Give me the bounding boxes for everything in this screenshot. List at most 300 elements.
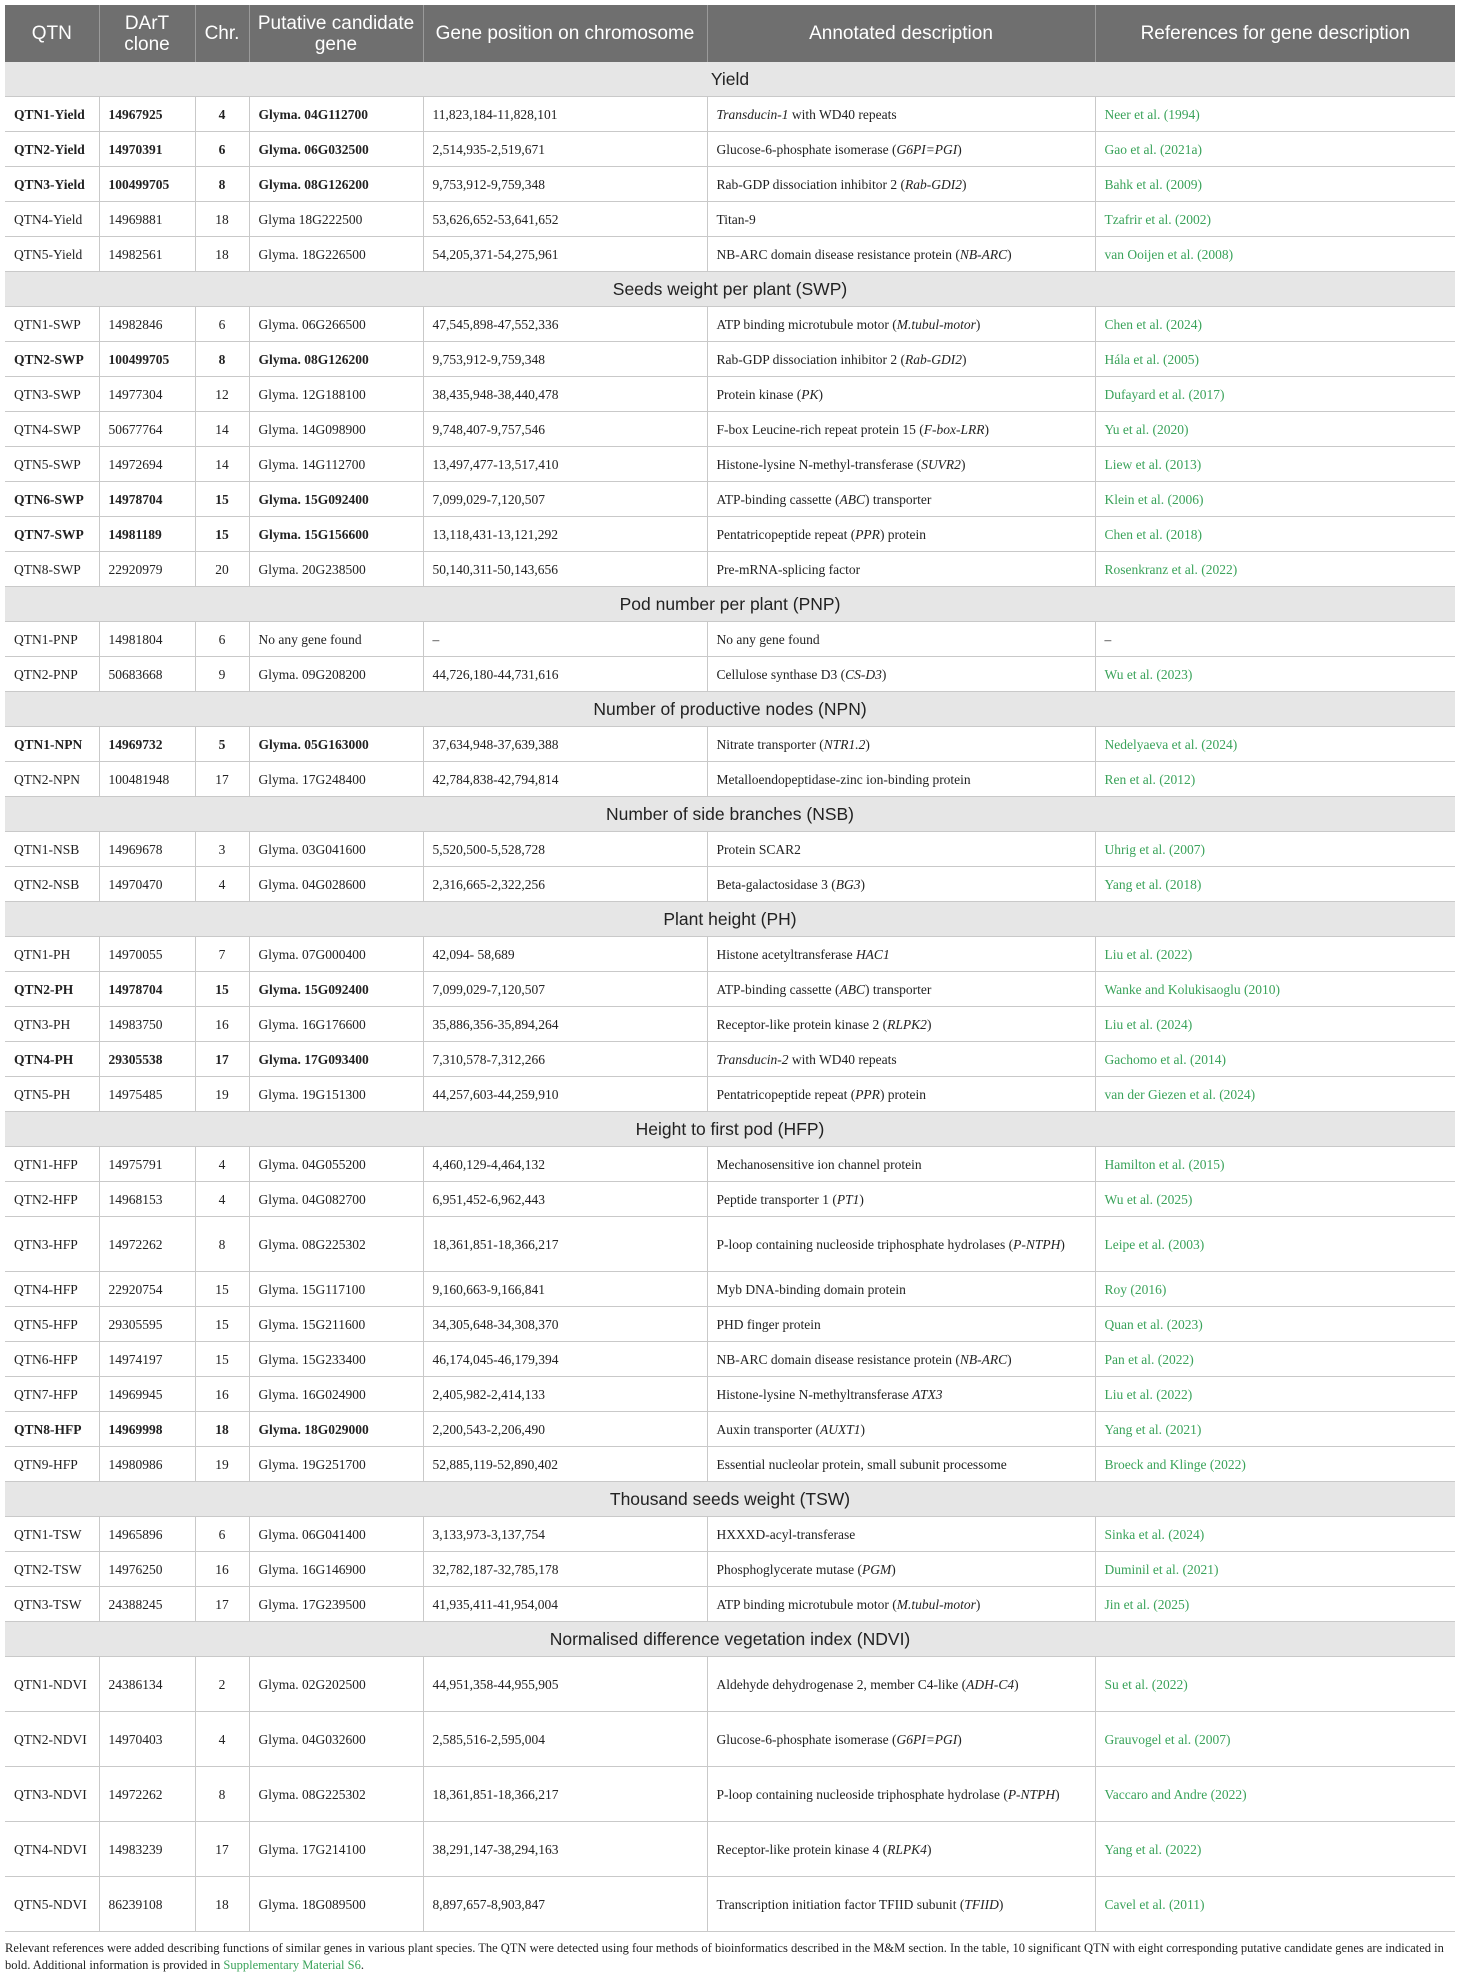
section-header-row (5, 587, 1455, 622)
reference-text: – (1104, 631, 1112, 647)
reference-link[interactable]: Liu et al. (2022) (1104, 946, 1193, 962)
chr-cell: 17 (195, 762, 249, 797)
qtn-cell: QTN5-Yield (5, 237, 99, 272)
description-cell (707, 1877, 1095, 1932)
section-title: Number of productive nodes (NPN) (5, 692, 1455, 727)
description-text: ) (962, 351, 967, 367)
chr-cell: 7 (195, 937, 249, 972)
gene-symbol: SUVR2 (921, 456, 961, 472)
qtn-cell: QTN2-HFP (5, 1182, 99, 1217)
table-row (5, 622, 1455, 657)
gene-symbol: PK (801, 386, 819, 402)
description-cell (707, 1412, 1095, 1447)
dart-clone-cell: 14975485 (99, 1077, 195, 1112)
chr-cell: 2 (195, 1657, 249, 1712)
reference-link[interactable]: Gao et al. (2021a) (1104, 141, 1202, 157)
description-text: Phosphoglycerate mutase ( (716, 1561, 862, 1577)
candidate-gene-cell: Glyma. 07G000400 (249, 937, 423, 972)
reference-cell (1095, 1447, 1455, 1482)
description-text: F-box Leucine-rich repeat protein 15 ( (716, 421, 924, 437)
description-text: ) (998, 1896, 1004, 1912)
chr-cell: 6 (195, 1517, 249, 1552)
dart-clone-cell: 14969881 (99, 202, 195, 237)
gene-symbol: CS-D3 (845, 666, 882, 682)
reference-cell (1095, 1342, 1455, 1377)
chr-cell: 15 (195, 1342, 249, 1377)
table-row (5, 342, 1455, 377)
chr-cell: 6 (195, 307, 249, 342)
candidate-gene-cell: Glyma. 18G226500 (249, 237, 423, 272)
reference-link[interactable]: Hála et al. (2005) (1104, 351, 1199, 367)
candidate-gene-cell: Glyma. 14G098900 (249, 412, 423, 447)
description-cell (707, 727, 1095, 762)
table-row (5, 167, 1455, 202)
reference-cell (1095, 1182, 1455, 1217)
qtn-cell: QTN3-TSW (5, 1587, 99, 1622)
chr-cell: 6 (195, 622, 249, 657)
reference-link[interactable]: Yang et al. (2022) (1104, 1841, 1202, 1857)
chr-cell: 14 (195, 447, 249, 482)
gene-symbol: P-NTPH (1007, 1786, 1056, 1802)
description-cell (707, 132, 1095, 167)
gene-position-cell: 32,782,187-32,785,178 (423, 1552, 707, 1587)
reference-cell (1095, 1877, 1455, 1932)
chr-cell: 5 (195, 727, 249, 762)
description-text: P-loop containing nucleoside triphosphate hydrolase ( (716, 1786, 1008, 1802)
dart-clone-cell: 14969732 (99, 727, 195, 762)
header-row (5, 5, 1455, 62)
section-header-row (5, 1622, 1455, 1657)
candidate-gene-cell: Glyma. 06G032500 (249, 132, 423, 167)
chr-cell: 18 (195, 1412, 249, 1447)
qtn-cell: QTN5-HFP (5, 1307, 99, 1342)
table-row (5, 1147, 1455, 1182)
chr-cell: 3 (195, 832, 249, 867)
chr-cell: 4 (195, 1182, 249, 1217)
gene-position-cell: 3,133,973-3,137,754 (423, 1517, 707, 1552)
gene-symbol: RLPK2 (887, 1016, 927, 1032)
supplementary-link[interactable]: Supplementary Material S6 (223, 1958, 361, 1972)
description-text: ) (865, 736, 870, 752)
description-cell (707, 657, 1095, 692)
gene-symbol: PPR (855, 526, 880, 542)
gene-position-cell: 7,099,029-7,120,507 (423, 482, 707, 517)
description-cell (707, 832, 1095, 867)
description-text: ATP binding microtubule motor ( (716, 316, 897, 332)
table-row (5, 482, 1455, 517)
dart-clone-cell: 14975791 (99, 1147, 195, 1182)
reference-link[interactable]: Nedelyaeva et al. (2024) (1104, 736, 1238, 752)
qtn-cell: QTN2-NDVI (5, 1712, 99, 1767)
table-row (5, 447, 1455, 482)
chr-cell: 16 (195, 1377, 249, 1412)
gene-symbol: BG3 (835, 876, 861, 892)
reference-link[interactable]: Wu et al. (2023) (1104, 666, 1193, 682)
qtn-cell: QTN1-HFP (5, 1147, 99, 1182)
gene-position-cell: 9,753,912-9,759,348 (423, 167, 707, 202)
qtn-cell: QTN1-NPN (5, 727, 99, 762)
candidate-gene-cell: Glyma. 17G239500 (249, 1587, 423, 1622)
candidate-gene-cell: Glyma. 04G028600 (249, 867, 423, 902)
gene-symbol: NB-ARC (959, 1351, 1008, 1367)
section-title: Plant height (PH) (5, 902, 1455, 937)
description-text: NB-ARC domain disease resistance protein ( (716, 1351, 960, 1367)
reference-link[interactable]: Liu et al. (2022) (1104, 1386, 1193, 1402)
candidate-gene-cell: Glyma. 17G093400 (249, 1042, 423, 1077)
description-cell (707, 1552, 1095, 1587)
table-row (5, 1657, 1455, 1712)
reference-cell (1095, 1217, 1455, 1272)
reference-link[interactable]: Vaccaro and Andre (2022) (1104, 1786, 1247, 1802)
chr-cell: 15 (195, 517, 249, 552)
table-row (5, 1447, 1455, 1482)
section-header-row (5, 692, 1455, 727)
reference-cell (1095, 377, 1455, 412)
reference-cell (1095, 972, 1455, 1007)
gene-position-cell: 18,361,851-18,366,217 (423, 1217, 707, 1272)
description-text: HXXXD-acyl-transferase (716, 1526, 856, 1542)
description-text: ) (891, 1561, 896, 1577)
reference-link[interactable]: Tzafrir et al. (2002) (1104, 211, 1211, 227)
table-row (5, 867, 1455, 902)
gene-symbol: HAC1 (855, 946, 890, 962)
gene-symbol: AUXT1 (819, 1421, 861, 1437)
gene-position-cell: 11,823,184-11,828,101 (423, 97, 707, 132)
description-text: Auxin transporter ( (716, 1421, 820, 1437)
reference-link[interactable]: Gachomo et al. (2014) (1104, 1051, 1226, 1067)
qtn-cell: QTN2-NPN (5, 762, 99, 797)
reference-cell (1095, 517, 1455, 552)
candidate-gene-cell: Glyma. 04G032600 (249, 1712, 423, 1767)
reference-link[interactable]: Bahk et al. (2009) (1104, 176, 1202, 192)
reference-link[interactable]: Cavel et al. (2011) (1104, 1896, 1205, 1912)
qtn-cell: QTN2-TSW (5, 1552, 99, 1587)
description-cell (707, 377, 1095, 412)
description-text: ) (859, 1191, 864, 1207)
description-cell (707, 97, 1095, 132)
dart-clone-cell: 24386134 (99, 1657, 195, 1712)
description-text: Mechanosensitive ion channel protein (716, 1156, 922, 1172)
table-footnote (5, 1940, 1455, 1974)
reference-link[interactable]: Dufayard et al. (2017) (1104, 386, 1225, 402)
candidate-gene-cell: Glyma. 16G146900 (249, 1552, 423, 1587)
reference-link[interactable]: Yang et al. (2018) (1104, 876, 1202, 892)
gene-symbol: G6PI=PGI (896, 141, 958, 157)
reference-cell (1095, 867, 1455, 902)
gene-symbol: RLPK4 (887, 1841, 927, 1857)
description-text: ) protein (879, 1086, 927, 1102)
description-text: ) (957, 141, 962, 157)
description-text: Glucose-6-phosphate isomerase ( (716, 141, 897, 157)
reference-link[interactable]: Chen et al. (2018) (1104, 526, 1202, 542)
gene-position-cell: 38,435,948-38,440,478 (423, 377, 707, 412)
description-cell (707, 622, 1095, 657)
reference-link[interactable]: Liew et al. (2013) (1104, 456, 1202, 472)
qtn-cell: QTN4-Yield (5, 202, 99, 237)
table-row (5, 1767, 1455, 1822)
table-row (5, 1217, 1455, 1272)
table-row (5, 1587, 1455, 1622)
gene-symbol: G6PI=PGI (896, 1731, 958, 1747)
gene-position-cell: 7,099,029-7,120,507 (423, 972, 707, 1007)
candidate-gene-cell: Glyma. 16G024900 (249, 1377, 423, 1412)
reference-link[interactable]: Neer et al. (1994) (1104, 106, 1200, 122)
reference-cell (1095, 1822, 1455, 1877)
description-text: ) (818, 386, 823, 402)
reference-link[interactable]: Rosenkranz et al. (2022) (1104, 561, 1238, 577)
section-header-row (5, 62, 1455, 97)
gene-position-cell: 6,951,452-6,962,443 (423, 1182, 707, 1217)
candidate-gene-cell: Glyma. 05G163000 (249, 727, 423, 762)
gene-position-cell: 5,520,500-5,528,728 (423, 832, 707, 867)
description-cell (707, 307, 1095, 342)
qtn-cell: QTN4-SWP (5, 412, 99, 447)
gene-position-cell: 2,514,935-2,519,671 (423, 132, 707, 167)
gene-symbol: ABC (839, 981, 865, 997)
candidate-gene-cell: Glyma. 04G082700 (249, 1182, 423, 1217)
gene-position-cell: 18,361,851-18,366,217 (423, 1767, 707, 1822)
description-cell (707, 447, 1095, 482)
reference-link[interactable]: Jin et al. (2025) (1104, 1596, 1190, 1612)
description-text: Beta-galactosidase 3 ( (716, 876, 836, 892)
reference-cell (1095, 1712, 1455, 1767)
reference-link[interactable]: Wu et al. (2025) (1104, 1191, 1193, 1207)
candidate-gene-cell: No any gene found (249, 622, 423, 657)
section-header-row (5, 1112, 1455, 1147)
reference-link[interactable]: Quan et al. (2023) (1104, 1316, 1203, 1332)
table-row (5, 552, 1455, 587)
header-dart-clone: DArT clone (99, 5, 195, 62)
header-references: References for gene description (1095, 5, 1455, 62)
description-text: Histone-lysine N-methyl-transferase ( (716, 456, 922, 472)
dart-clone-cell: 14972262 (99, 1217, 195, 1272)
description-text: with WD40 repeats (788, 106, 897, 122)
chr-cell: 6 (195, 132, 249, 167)
gene-symbol: PT1 (836, 1191, 860, 1207)
description-text: ) (957, 1731, 962, 1747)
gene-position-cell: – (423, 622, 707, 657)
candidate-gene-cell: Glyma. 06G266500 (249, 307, 423, 342)
reference-link[interactable]: Pan et al. (2022) (1104, 1351, 1194, 1367)
chr-cell: 14 (195, 412, 249, 447)
reference-cell (1095, 97, 1455, 132)
description-text: Protein kinase ( (716, 386, 802, 402)
candidate-gene-cell: Glyma. 19G251700 (249, 1447, 423, 1482)
reference-link[interactable]: Ren et al. (2012) (1104, 771, 1196, 787)
footnote-end: . (360, 1958, 364, 1972)
candidate-gene-cell: Glyma. 15G117100 (249, 1272, 423, 1307)
reference-link[interactable]: Uhrig et al. (2007) (1104, 841, 1205, 857)
table-row (5, 762, 1455, 797)
dart-clone-cell: 14970391 (99, 132, 195, 167)
reference-link[interactable]: Klein et al. (2006) (1104, 491, 1204, 507)
reference-link[interactable]: Broeck and Klinge (2022) (1104, 1456, 1246, 1472)
table-row (5, 202, 1455, 237)
dart-clone-cell: 100481948 (99, 762, 195, 797)
qtn-cell: QTN1-SWP (5, 307, 99, 342)
reference-cell (1095, 1007, 1455, 1042)
qtn-cell: QTN3-SWP (5, 377, 99, 412)
section-title: Normalised difference vegetation index (NDVI) (5, 1622, 1455, 1657)
gene-symbol: NTR1.2 (823, 736, 866, 752)
reference-link[interactable]: Grauvogel et al. (2007) (1104, 1731, 1231, 1747)
description-text: Receptor-like protein kinase 2 ( (716, 1016, 888, 1032)
description-cell (707, 1077, 1095, 1112)
gene-symbol: Rab-GDI2 (905, 176, 962, 192)
dart-clone-cell: 100499705 (99, 167, 195, 202)
description-cell (707, 1517, 1095, 1552)
dart-clone-cell: 14982561 (99, 237, 195, 272)
gene-position-cell: 42,094- 58,689 (423, 937, 707, 972)
section-header-row (5, 272, 1455, 307)
gene-position-cell: 52,885,119-52,890,402 (423, 1447, 707, 1482)
dart-clone-cell: 22920754 (99, 1272, 195, 1307)
qtn-cell: QTN1-PNP (5, 622, 99, 657)
gene-position-cell: 53,626,652-53,641,652 (423, 202, 707, 237)
dart-clone-cell: 14967925 (99, 97, 195, 132)
header-chr: Chr. (195, 5, 249, 62)
qtn-cell: QTN1-TSW (5, 1517, 99, 1552)
description-text: ) (881, 666, 887, 682)
reference-link[interactable]: Sinka et al. (2024) (1104, 1526, 1205, 1542)
candidate-gene-cell: Glyma. 17G248400 (249, 762, 423, 797)
table-row (5, 1377, 1455, 1412)
qtn-cell: QTN3-Yield (5, 167, 99, 202)
candidate-gene-cell: Glyma. 09G208200 (249, 657, 423, 692)
description-text: Protein SCAR2 (716, 841, 801, 857)
description-cell (707, 1587, 1095, 1622)
candidate-gene-cell: Glyma. 15G211600 (249, 1307, 423, 1342)
reference-link[interactable]: van der Giezen et al. (2024) (1104, 1086, 1256, 1102)
reference-cell (1095, 1587, 1455, 1622)
reference-cell (1095, 1412, 1455, 1447)
reference-link[interactable]: Duminil et al. (2021) (1104, 1561, 1219, 1577)
gene-position-cell: 4,460,129-4,464,132 (423, 1147, 707, 1182)
gene-symbol: TFIID (964, 1896, 999, 1912)
reference-cell (1095, 552, 1455, 587)
reference-link[interactable]: Hamilton et al. (2015) (1104, 1156, 1225, 1172)
description-text: Histone acetyltransferase (716, 946, 856, 962)
reference-link[interactable]: Leipe et al. (2003) (1104, 1236, 1205, 1252)
chr-cell: 16 (195, 1552, 249, 1587)
table-row (5, 307, 1455, 342)
reference-link[interactable]: Wanke and Kolukisaoglu (2010) (1104, 981, 1280, 997)
description-cell (707, 867, 1095, 902)
candidate-gene-cell: Glyma. 18G029000 (249, 1412, 423, 1447)
qtn-cell: QTN4-NDVI (5, 1822, 99, 1877)
gene-position-cell: 2,405,982-2,414,133 (423, 1377, 707, 1412)
chr-cell: 8 (195, 1767, 249, 1822)
reference-link[interactable]: Yu et al. (2020) (1104, 421, 1189, 437)
dart-clone-cell: 14969945 (99, 1377, 195, 1412)
chr-cell: 17 (195, 1042, 249, 1077)
chr-cell: 19 (195, 1447, 249, 1482)
header-candidate-gene: Putative candidate gene (249, 5, 423, 62)
chr-cell: 4 (195, 867, 249, 902)
description-text: Receptor-like protein kinase 4 ( (716, 1841, 888, 1857)
reference-cell (1095, 762, 1455, 797)
gene-symbol: ATX3 (912, 1386, 943, 1402)
candidate-gene-cell: Glyma. 06G041400 (249, 1517, 423, 1552)
candidate-gene-cell: Glyma. 15G092400 (249, 972, 423, 1007)
qtn-table (5, 5, 1455, 1932)
gene-symbol: Transducin-1 (716, 106, 789, 122)
chr-cell: 18 (195, 202, 249, 237)
description-text: Rab-GDP dissociation inhibitor 2 ( (716, 351, 905, 367)
description-cell (707, 1272, 1095, 1307)
reference-link[interactable]: Chen et al. (2024) (1104, 316, 1202, 332)
chr-cell: 17 (195, 1822, 249, 1877)
description-cell (707, 1767, 1095, 1822)
gene-position-cell: 41,935,411-41,954,004 (423, 1587, 707, 1622)
dart-clone-cell: 100499705 (99, 342, 195, 377)
description-cell (707, 517, 1095, 552)
reference-link[interactable]: Roy (2016) (1104, 1281, 1167, 1297)
candidate-gene-cell: Glyma. 08G225302 (249, 1767, 423, 1822)
candidate-gene-cell: Glyma. 15G092400 (249, 482, 423, 517)
qtn-cell: QTN2-PNP (5, 657, 99, 692)
chr-cell: 15 (195, 1272, 249, 1307)
reference-link[interactable]: van Ooijen et al. (2008) (1104, 246, 1234, 262)
reference-cell (1095, 1517, 1455, 1552)
table-row (5, 1822, 1455, 1877)
section-header-row (5, 1482, 1455, 1517)
gene-symbol: M.tubul-motor (896, 1596, 976, 1612)
qtn-cell: QTN8-SWP (5, 552, 99, 587)
reference-link[interactable]: Liu et al. (2024) (1104, 1016, 1193, 1032)
chr-cell: 8 (195, 167, 249, 202)
description-text: ATP binding microtubule motor ( (716, 1596, 897, 1612)
section-header-row (5, 902, 1455, 937)
dart-clone-cell: 14981189 (99, 517, 195, 552)
description-cell (707, 202, 1095, 237)
description-text: No any gene found (716, 631, 820, 647)
gene-position-cell: 13,118,431-13,121,292 (423, 517, 707, 552)
dart-clone-cell: 14968153 (99, 1182, 195, 1217)
section-header-row (5, 797, 1455, 832)
description-text: ) (926, 1016, 932, 1032)
dart-clone-cell: 14978704 (99, 972, 195, 1007)
qtn-cell: QTN9-HFP (5, 1447, 99, 1482)
description-cell (707, 1042, 1095, 1077)
description-text: ) (926, 1841, 932, 1857)
candidate-gene-cell: Glyma. 08G225302 (249, 1217, 423, 1272)
reference-cell (1095, 412, 1455, 447)
gene-position-cell: 8,897,657-8,903,847 (423, 1877, 707, 1932)
description-cell (707, 1147, 1095, 1182)
description-text: Pentatricopeptide repeat ( (716, 1086, 856, 1102)
reference-cell (1095, 1272, 1455, 1307)
reference-cell (1095, 482, 1455, 517)
table-row (5, 377, 1455, 412)
gene-symbol: Transducin-2 (716, 1051, 789, 1067)
reference-link[interactable]: Yang et al. (2021) (1104, 1421, 1202, 1437)
reference-cell (1095, 1307, 1455, 1342)
description-text: ) (960, 456, 966, 472)
reference-link[interactable]: Su et al. (2022) (1104, 1676, 1188, 1692)
dart-clone-cell: 14981804 (99, 622, 195, 657)
dart-clone-cell: 14969678 (99, 832, 195, 867)
qtn-cell: QTN2-Yield (5, 132, 99, 167)
description-text: Transcription initiation factor TFIID subunit ( (716, 1896, 965, 1912)
header-qtn: QTN (5, 5, 99, 62)
chr-cell: 15 (195, 1307, 249, 1342)
description-text: Glucose-6-phosphate isomerase ( (716, 1731, 897, 1747)
qtn-cell: QTN6-SWP (5, 482, 99, 517)
candidate-gene-cell: Glyma. 15G156600 (249, 517, 423, 552)
gene-position-cell: 9,753,912-9,759,348 (423, 342, 707, 377)
section-title: Yield (5, 62, 1455, 97)
